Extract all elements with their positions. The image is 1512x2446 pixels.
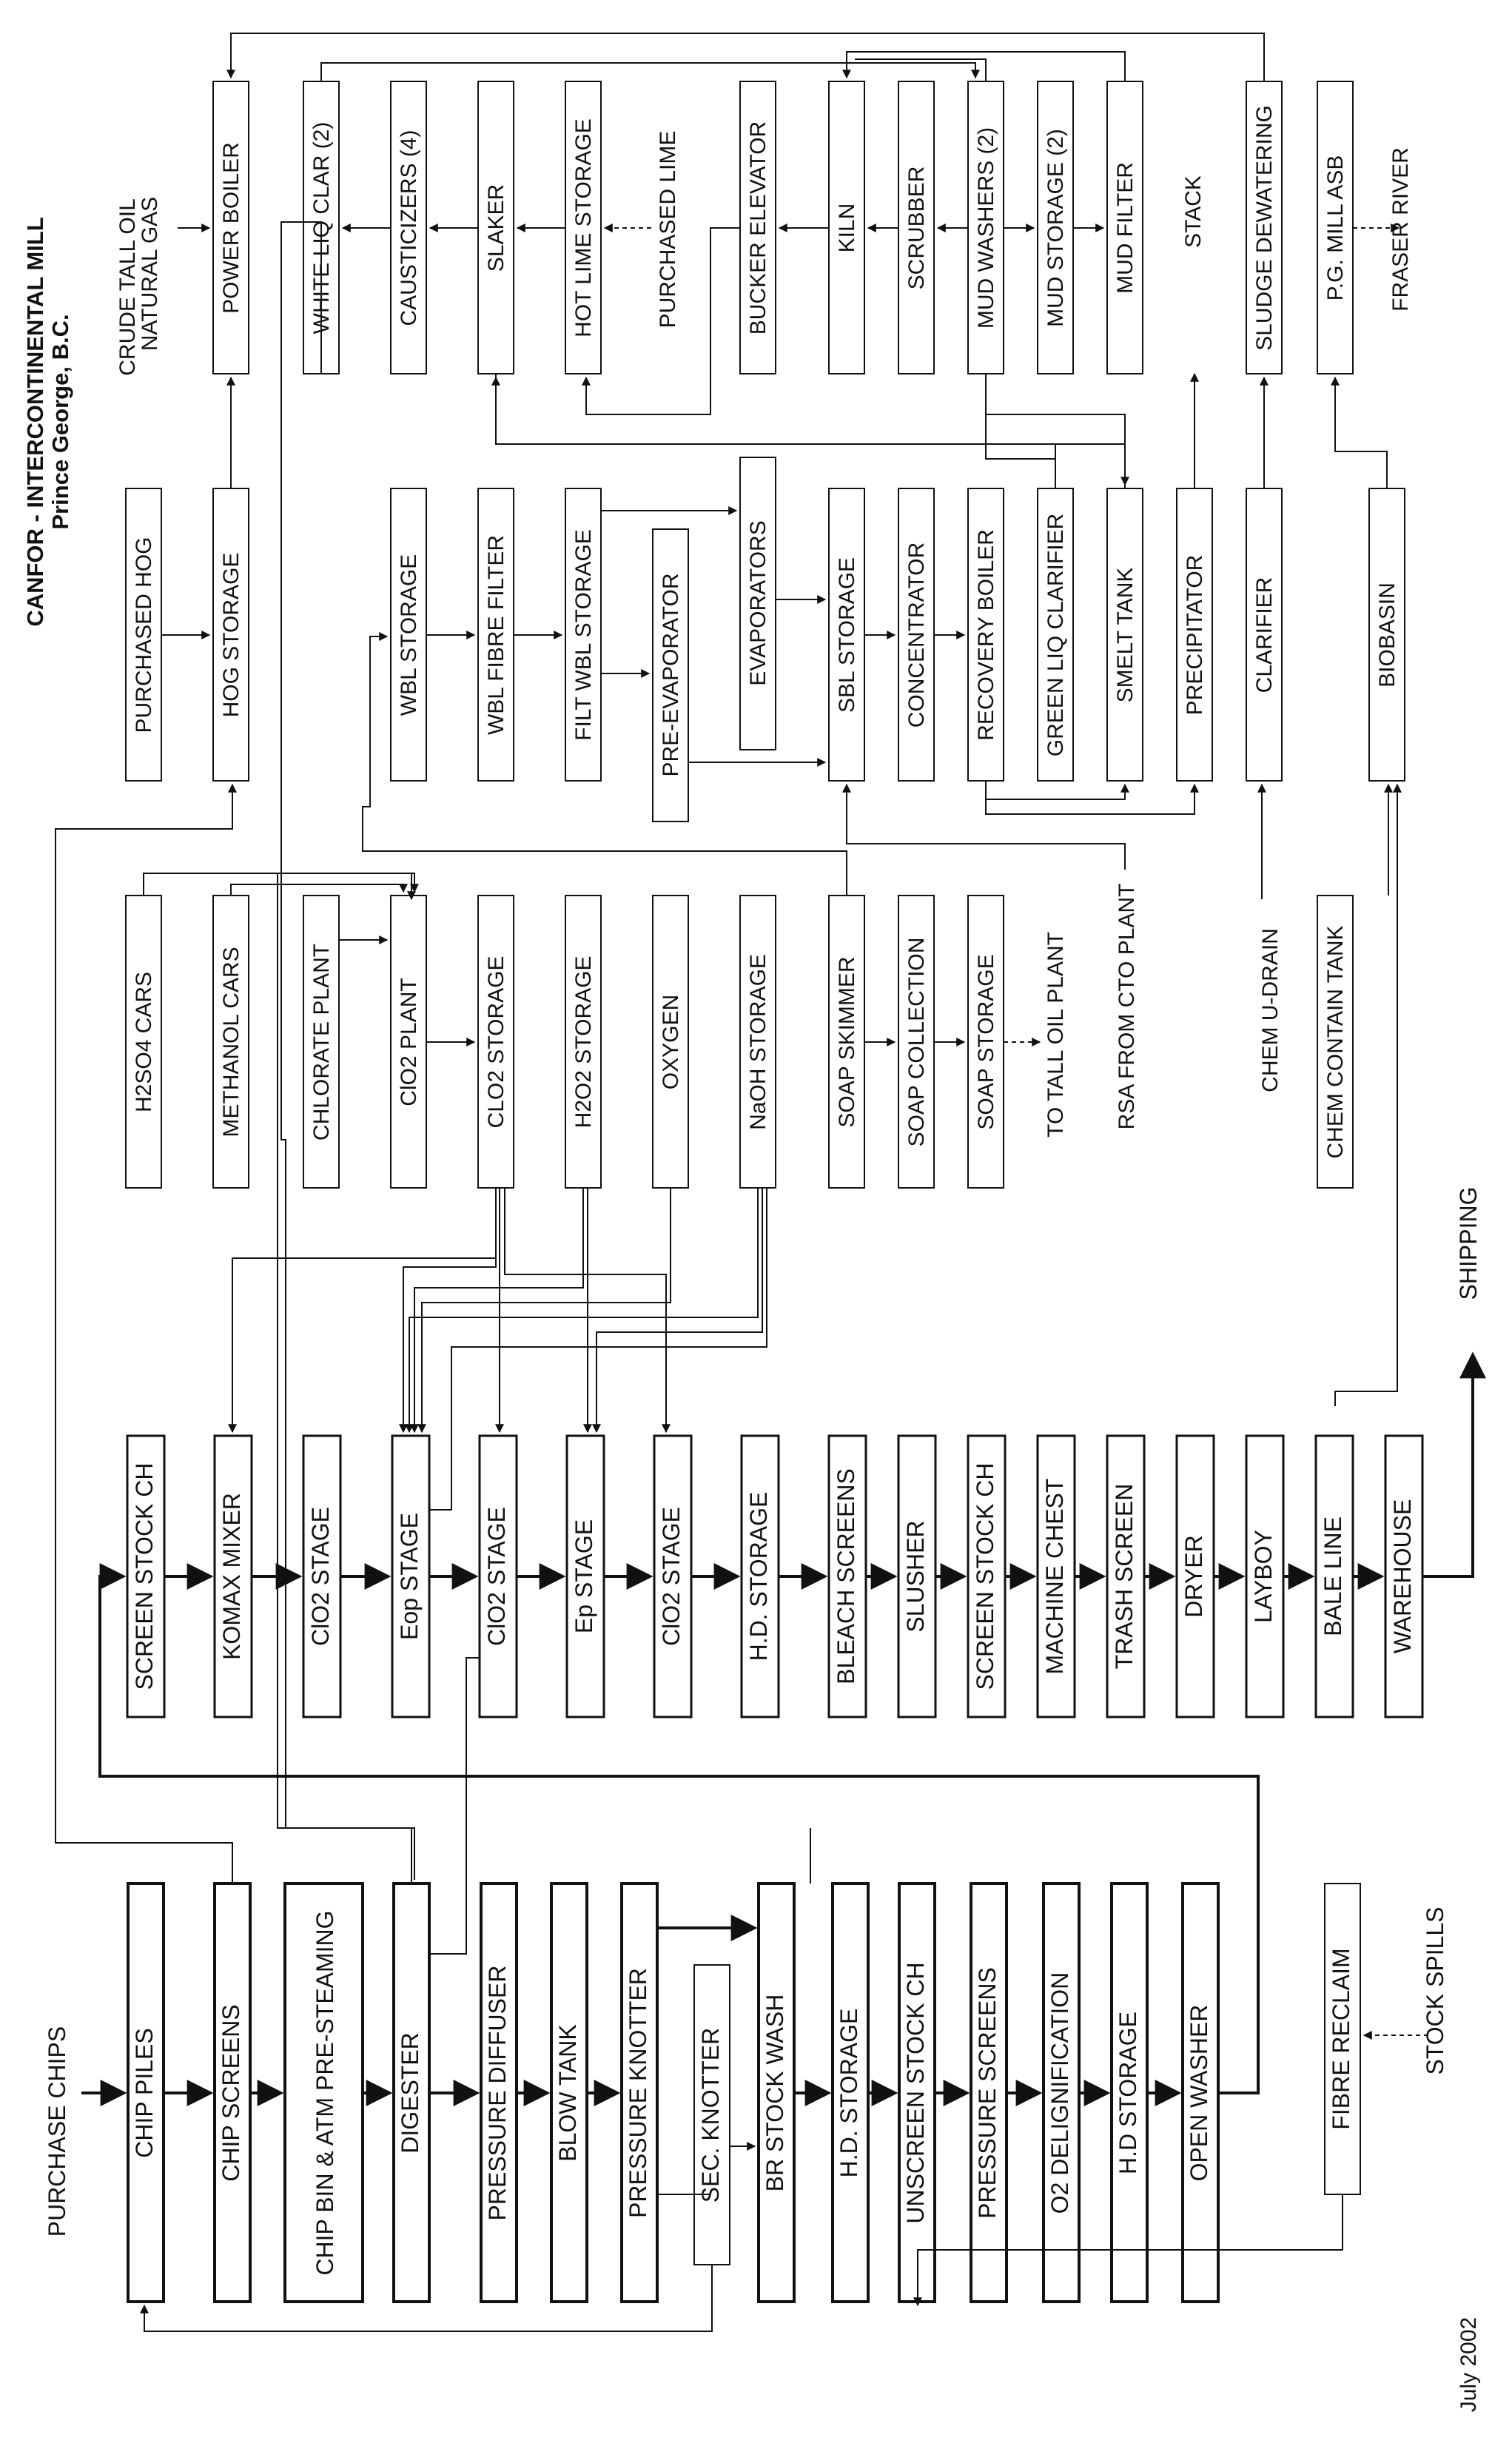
date-label: July 2002 [1456,2316,1481,2413]
process-label-pg-mill-asb: P.G. MILL ASB [1323,155,1348,301]
process-label-green-liq-clarifier: GREEN LIQ CLARIFIER [1044,513,1068,757]
process-label-br-stock-wash: BR STOCK WASH [762,1994,788,2192]
process-label-trash-screen: TRASH SCREEN [1111,1483,1138,1670]
process-label-precipitator: PRECIPITATOR [1183,554,1207,716]
process-label-hd-storage-3: H.D. STORAGE [745,1491,772,1662]
process-label-komax-mixer: KOMAX MIXER [218,1493,245,1660]
process-label-hot-lime-storage: HOT LIME STORAGE [571,118,596,337]
process-label-pressure-diffuser: PRESSURE DIFFUSER [484,1965,511,2221]
process-label-clo2-stage-2: ClO2 STAGE [483,1507,510,1646]
to-tall-oil-label: TO TALL OIL PLANT [1044,932,1068,1138]
process-label-chlorate-plant: CHLORATE PLANT [309,943,334,1141]
process-label-pre-evaporator: PRE-EVAPORATOR [659,573,683,777]
chem-u-drain-label: CHEM U-DRAIN [1258,928,1283,1092]
stack-label: STACK [1181,175,1206,248]
process-label-bale-line: BALE LINE [1320,1516,1346,1636]
process-label-wbl-fibre-filter: WBL FIBRE FILTER [484,534,508,736]
process-label-chem-contain-tank: CHEM CONTAIN TANK [1323,925,1348,1159]
process-label-layboy: LAYBOY [1250,1530,1277,1623]
page-title: CANFOR - INTERCONTINENTAL MILL [22,217,48,627]
process-label-soap-storage: SOAP STORAGE [974,954,998,1130]
process-label-fibre-reclaim: FIBRE RECLAIM [1328,1948,1354,2130]
recovery-lines [161,228,1399,814]
process-label-machine-chest: MACHINE CHEST [1041,1478,1068,1675]
chemical-area [126,884,1353,1188]
process-label-mud-filter: MUD FILTER [1113,162,1138,294]
process-label-smelt-tank: SMELT TANK [1113,567,1138,703]
natural-gas-label: NATURAL GAS [138,196,162,352]
process-label-digester: DIGESTER [397,2032,423,2154]
process-label-sbl-storage: SBL STORAGE [835,557,859,713]
process-label-chip-piles: CHIP PILES [131,2028,158,2158]
process-label-unscreen-stock-ch: UNSCREEN STOCK CH [902,1962,929,2224]
process-label-oxygen: OXYGEN [659,994,683,1090]
process-label-kiln: KILN [835,203,859,253]
process-label-h2so4-cars: H2SO4 CARS [132,971,156,1113]
stock-spills-label: STOCK SPILLS [1422,1906,1448,2075]
process-label-scrubber: SCRUBBER [904,166,929,290]
process-label-mud-washers: MUD WASHERS (2) [974,127,998,329]
crude-tall-oil-label: CRUDE TALL OIL [115,198,140,376]
process-label-hd-storage-2: H.D STORAGE [1115,2012,1141,2174]
causticizing-area [115,81,1413,376]
process-label-dryer: DRYER [1180,1535,1207,1618]
process-label-bucker-elevator: BUCKER ELEVATOR [746,121,770,335]
process-label-soap-skimmer: SOAP SKIMMER [835,956,859,1128]
process-label-wbl-storage: WBL STORAGE [397,554,421,716]
process-label-sludge-dewatering: SLUDGE DEWATERING [1252,105,1277,351]
process-label-biobasin: BIOBASIN [1375,582,1400,688]
process-label-pressure-knotter: PRESSURE KNOTTER [625,1968,651,2218]
purchase-chips-label: PURCHASE CHIPS [44,2026,70,2237]
fraser-river-label: FRASER RIVER [1388,147,1413,312]
shipping-label: SHIPPING [1455,1186,1482,1300]
process-label-sec-knotter: SEC. KNOTTER [697,2027,724,2203]
process-label-pressure-screens: PRESSURE SCREENS [974,1967,1001,2219]
purchased-lime-label: PURCHASED LIME [656,130,680,329]
process-label-blow-tank: BLOW TANK [554,2024,581,2162]
bleaching-line [127,1187,1482,1717]
process-label-o2-delignification: O2 DELIGNIFICATION [1046,1972,1073,2214]
process-label-concentrator: CONCENTRATOR [904,542,929,728]
process-label-power-boiler: POWER BOILER [219,142,243,314]
process-label-naoh-storage: NaOH STORAGE [746,954,770,1130]
process-label-hd-storage-1: H.D. STORAGE [836,2008,862,2178]
process-label-methanol-cars: METHANOL CARS [219,947,243,1138]
process-label-warehouse: WAREHOUSE [1389,1499,1416,1654]
recovery-area [126,457,1405,822]
process-label-evaporators: EVAPORATORS [746,520,770,686]
process-label-screen-stock-ch-2: SCREEN STOCK CH [972,1462,998,1690]
process-label-clo2-stage-3: ClO2 STAGE [658,1507,685,1646]
process-label-white-liq-clar: WHITE LIQ CLAR (2) [309,121,334,335]
process-label-recovery-boiler: RECOVERY BOILER [974,529,998,741]
process-label-chip-bin: CHIP BIN & ATM PRE-STEAMING [312,1910,338,2276]
process-label-hog-storage: HOG STORAGE [219,552,243,718]
process-label-filt-wbl-storage: FILT WBL STORAGE [571,529,596,741]
process-label-clo2-stage-1: ClO2 STAGE [307,1507,334,1646]
process-label-mud-storage: MUD STORAGE (2) [1044,129,1068,327]
process-label-screen-stock-ch-1: SCREEN STOCK CH [131,1462,158,1690]
process-label-slusher: SLUSHER [902,1520,929,1633]
process-label-open-washer: OPEN WASHER [1186,2004,1212,2182]
process-label-clarifier: CLARIFIER [1252,577,1277,693]
process-label-h2o2-storage: H2O2 STORAGE [571,955,596,1129]
process-label-slaker: SLAKER [484,184,508,272]
process-label-soap-collection: SOAP COLLECTION [904,937,929,1147]
process-label-chip-screens: CHIP SCREENS [218,2004,244,2182]
process-label-clo2-storage: CLO2 STORAGE [484,955,508,1129]
process-label-eop-stage: Eop STAGE [396,1513,423,1640]
process-label-clo2-plant: ClO2 PLANT [397,978,421,1106]
rsa-label: RSA FROM CTO PLANT [1115,883,1139,1130]
page-subtitle: Prince George, B.C. [47,314,73,530]
process-label-ep-stage: Ep STAGE [571,1519,597,1634]
process-label-purchased-hog: PURCHASED HOG [132,537,156,733]
process-label-causticizers: CAUSTICIZERS (4) [397,130,421,326]
process-label-bleach-screens: BLEACH SCREENS [833,1468,859,1684]
